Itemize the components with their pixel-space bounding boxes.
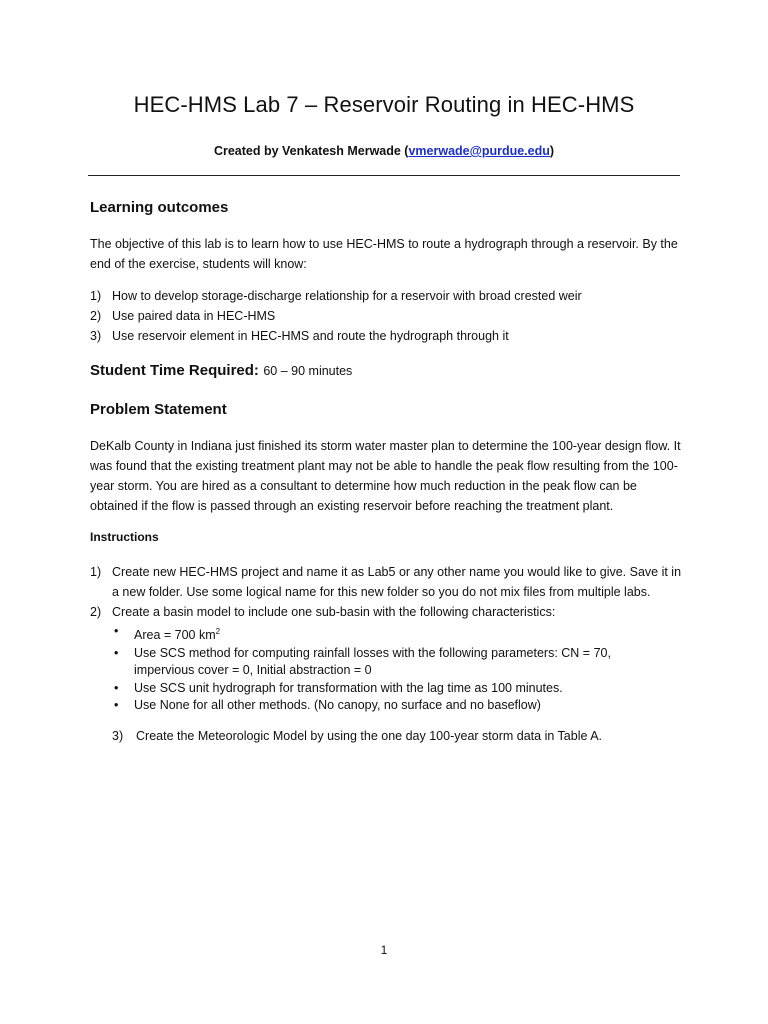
student-time-required: [90, 362, 352, 380]
list-number: 1): [90, 565, 102, 579]
instructions-steps: [90, 562, 682, 622]
learning-outcomes-heading: Learning outcomes: [90, 199, 229, 216]
learning-intro: The objective of this lab is to learn how to use HEC-HMS to route a hydrograph through a reservoir. By the end of the exercise, students will know:: [90, 237, 678, 271]
list-text: Area = 700 km: [134, 628, 216, 643]
author-email-link[interactable]: vmerwade@purdue.edu: [408, 144, 550, 158]
list-item: [90, 326, 682, 346]
time-label: Student Time Required:: [90, 362, 259, 379]
bullet-icon: •: [114, 698, 119, 713]
author-byline: [0, 144, 768, 158]
list-number: 1): [90, 289, 102, 303]
list-text: Create a basin model to include one sub-basin with the following characteristics:: [112, 605, 556, 619]
header-divider: [88, 175, 680, 176]
list-number: 2): [90, 605, 102, 619]
bullet-icon: •: [114, 680, 119, 695]
page-number: 1: [380, 943, 388, 957]
instruction-step-3: [112, 729, 602, 743]
list-text: Use paired data in HEC-HMS: [112, 309, 276, 323]
problem-statement-heading: Problem Statement: [90, 401, 227, 418]
byline-prefix: Created by Venkatesh Merwade (: [213, 144, 409, 158]
problem-statement-text: DeKalb County in Indiana just finished its storm water master plan to determine the 100-year design flow. It was found that the existing treatment plant may not be able to handle the peak flow resulting from the 100-year storm. You are hired as a consultant to determine how much reduction in the peak flow can be obtained if the flow is passed through an existing reservoir before reaching the treatment plant.: [90, 439, 681, 513]
list-text: How to develop storage-discharge relationship for a reservoir with broad crested weir: [112, 289, 582, 303]
list-text: Use SCS method for computing rainfall losses with the following parameters: CN = 70, impervious cover = 0, Initial abstraction = 0: [134, 645, 611, 678]
time-value: 60 – 90 minutes: [263, 364, 353, 378]
byline-suffix: ): [549, 144, 555, 158]
list-number: 2): [90, 309, 102, 323]
list-text: Use SCS unit hydrograph for transformation with the lag time as 100 minutes.: [134, 680, 563, 695]
list-item: [90, 306, 682, 326]
list-item: [112, 680, 652, 698]
list-text: Use None for all other methods. (No canopy, no surface and no baseflow): [134, 698, 541, 713]
bullet-icon: •: [114, 645, 119, 660]
learning-outcomes-list: [90, 286, 682, 346]
list-item: [112, 697, 652, 715]
list-text: Create the Meteorologic Model by using the one day 100-year storm data in Table A.: [136, 729, 603, 743]
list-item: [112, 623, 652, 645]
bullet-icon: •: [114, 624, 119, 638]
list-item: [90, 562, 682, 602]
list-text: Create new HEC-HMS project and name it as Lab5 or any other name you would like to give. Save it in a new folder. Use some logical name for this new folder so you do not mix files from multiple labs.: [112, 565, 682, 599]
superscript: 2: [215, 627, 221, 636]
list-number: 3): [112, 729, 124, 743]
basin-characteristics-list: [112, 623, 652, 715]
instructions-heading: Instructions: [90, 530, 159, 544]
list-item: [90, 286, 682, 306]
list-item: [90, 602, 682, 622]
document-title: HEC-HMS Lab 7 – Reservoir Routing in HEC-HMS: [133, 92, 635, 117]
list-text: Use reservoir element in HEC-HMS and route the hydrograph through it: [112, 329, 509, 343]
list-item: [112, 645, 652, 680]
list-number: 3): [90, 329, 102, 343]
